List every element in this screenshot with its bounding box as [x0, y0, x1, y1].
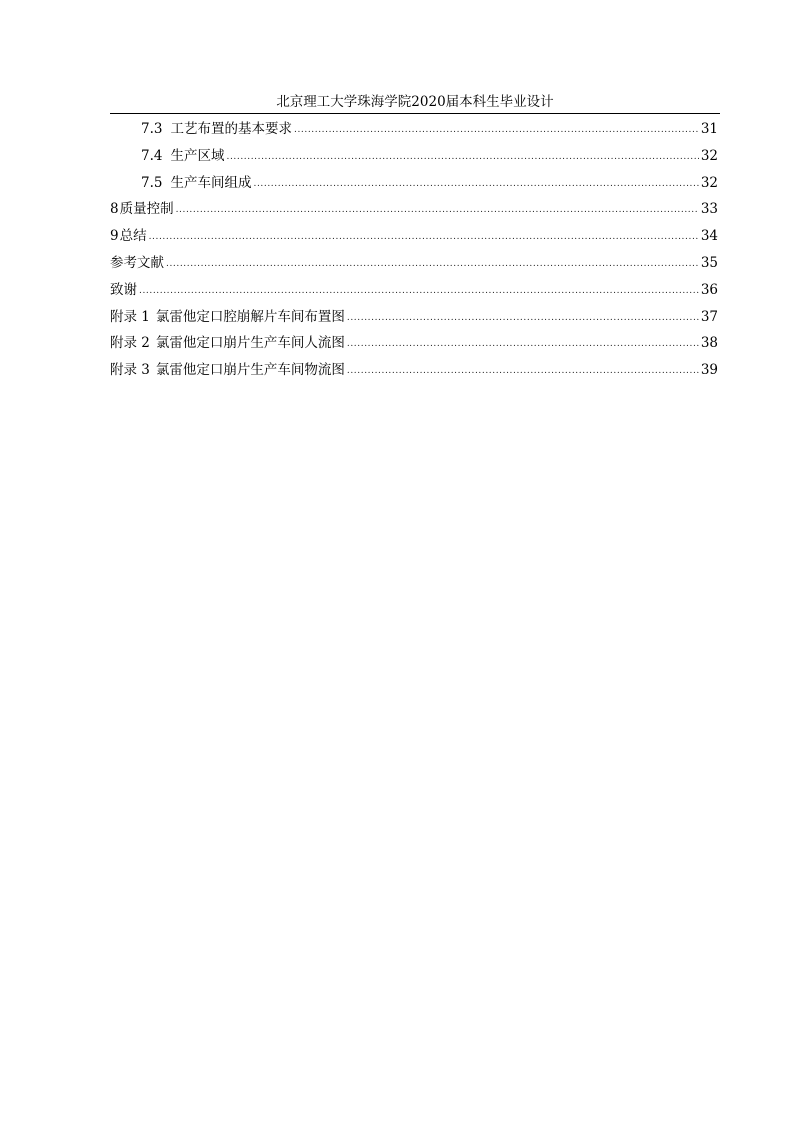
toc-dot-leader [166, 254, 699, 274]
toc-entry-title: 总结 [119, 228, 147, 245]
page-header-title: 北京理工大学珠海学院2020届本科生毕业设计 [276, 94, 554, 110]
toc-entry-appendix-2[interactable] [110, 332, 720, 359]
toc-entry-8[interactable] [110, 198, 720, 225]
toc-entry-title: 工艺布置的基本要求 [170, 121, 292, 137]
toc-dot-leader [347, 334, 699, 354]
toc-dot-leader [139, 281, 699, 301]
toc-entry-appendix-3[interactable] [110, 359, 720, 386]
toc-entry-title: 生产车间组成 [170, 174, 252, 191]
toc-entry-page: 32 [700, 174, 718, 191]
toc-entry-title: 质量控制 [119, 201, 174, 218]
toc-entry-number: 7.5 [141, 174, 163, 191]
toc-entry-number: 附录 3 [110, 362, 150, 379]
toc-dot-leader [347, 308, 699, 328]
toc-entry-number: 7.3 [141, 121, 163, 137]
toc-dot-leader [226, 147, 698, 167]
toc-entry-title: 致谢 [110, 281, 137, 298]
toc-entry-7-3[interactable] [110, 118, 720, 145]
toc-entry-9[interactable] [110, 225, 720, 252]
toc-entry-page: 39 [700, 362, 718, 379]
toc-entry-page: 31 [700, 121, 718, 137]
toc-entry-title: 氯雷他定口崩片生产车间人流图 [155, 335, 345, 352]
toc-dot-leader [294, 120, 699, 140]
toc-dot-leader [176, 200, 699, 220]
toc-entry-title: 参考文献 [110, 254, 164, 271]
toc-entry-page: 33 [700, 201, 718, 218]
toc-entry-page: 36 [700, 281, 718, 298]
toc-entry-acknowledgements[interactable] [110, 279, 720, 306]
toc-entry-7-4[interactable] [110, 145, 720, 172]
toc-entry-page: 32 [700, 147, 718, 164]
page-header [110, 91, 720, 114]
toc-entry-number: 9 [110, 228, 119, 245]
toc-entry-page: 37 [700, 308, 718, 325]
toc-entry-page: 35 [700, 254, 718, 271]
toc-dot-leader [253, 174, 698, 194]
toc-entry-number: 附录 1 [110, 308, 150, 325]
toc-entry-title: 生产区域 [170, 147, 225, 164]
toc-dot-leader [149, 227, 699, 247]
toc-entry-number: 附录 2 [110, 335, 150, 352]
toc-entry-title: 氯雷他定口腔崩解片车间布置图 [155, 308, 345, 325]
toc-entry-appendix-1[interactable] [110, 306, 720, 333]
toc-entry-references[interactable] [110, 252, 720, 279]
toc-entry-page: 34 [700, 228, 718, 245]
toc-entry-7-5[interactable] [110, 172, 720, 199]
toc-entry-number: 7.4 [141, 147, 163, 164]
toc-entry-title: 氯雷他定口崩片生产车间物流图 [155, 362, 345, 379]
toc-entry-number: 8 [110, 201, 119, 218]
toc-dot-leader [347, 361, 699, 381]
toc-entry-page: 38 [700, 335, 718, 352]
table-of-contents [110, 118, 720, 386]
